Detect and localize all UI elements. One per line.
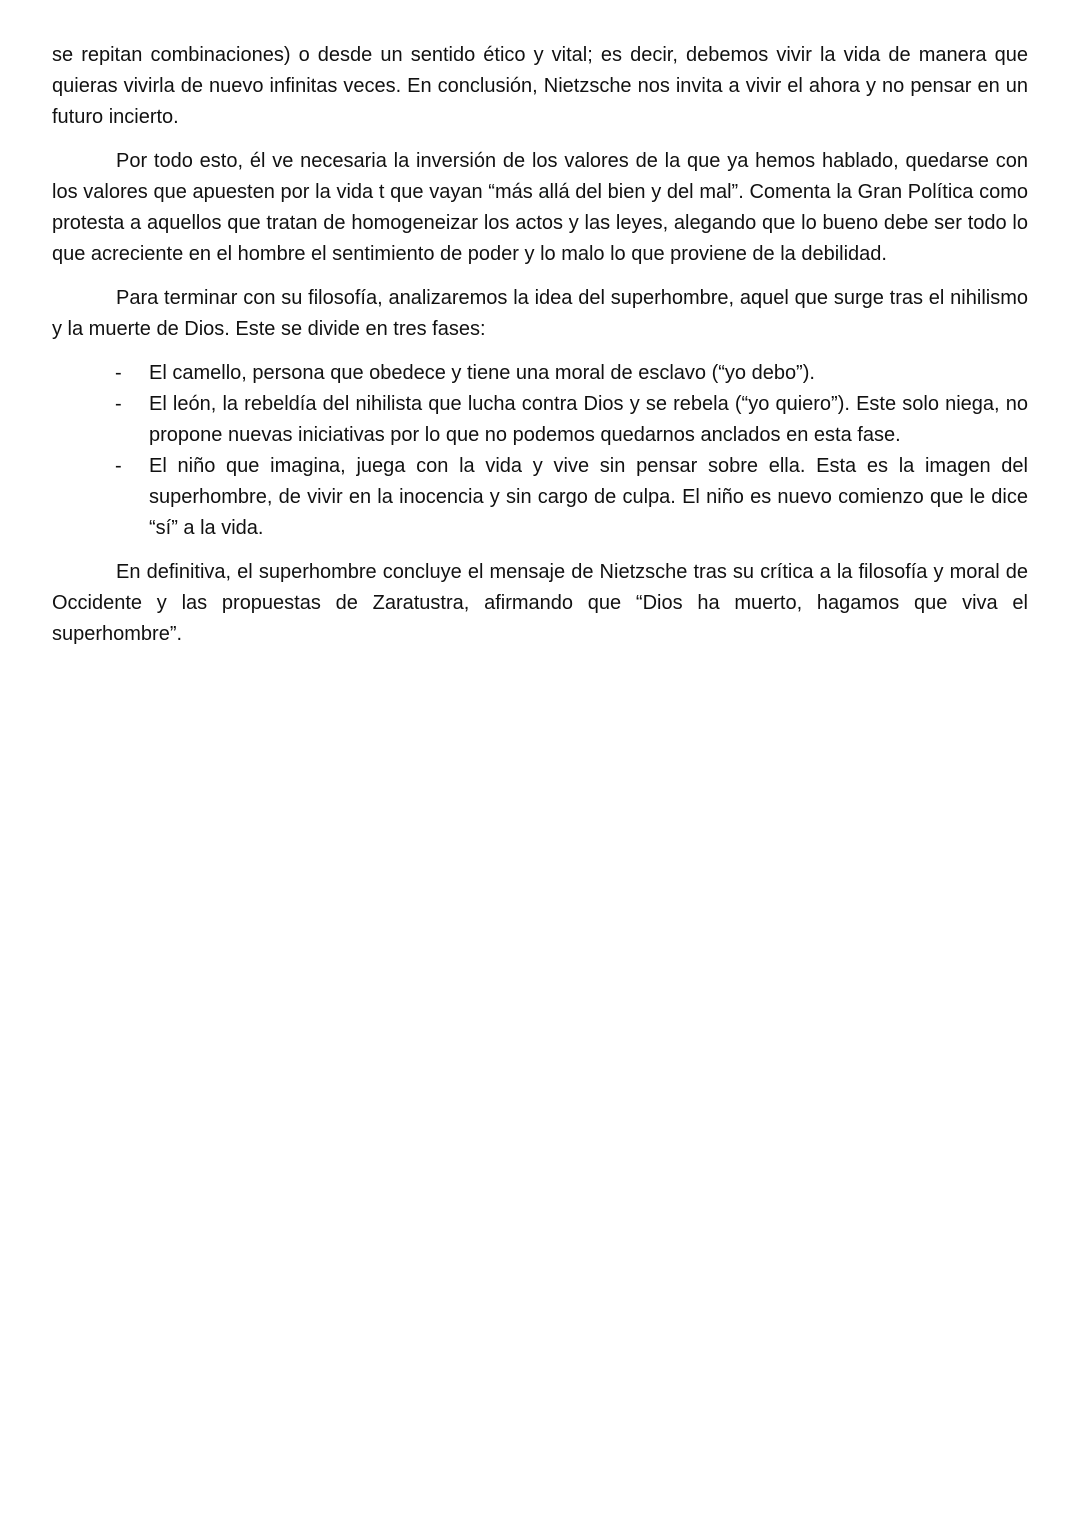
list-item-camello [52,358,1028,389]
paragraph-continuation: se repitan combinaciones) o desde un sentido ético y vital; es decir, debemos vivir la vida de manera que quieras vivirla de nuevo infinitas veces. En conclusión, Nietzsche nos invita a vivir el ahora y no pensar en un futuro incierto. [52,44,1028,128]
paragraph-superhombre-intro: Para terminar con su filosofía, analizaremos la idea del superhombre, aquel que surge tras el nihilismo y la muerte de Dios. Este se divide en tres fases: [52,287,1028,340]
list-item-text: El león, la rebeldía del nihilista que lucha contra Dios y se rebela (“yo quiero”). Este solo niega, no propone nuevas iniciativas por lo que no podemos quedarnos anclados en esta fase. [149,393,1028,446]
bullet-dash: - [115,455,122,477]
list-item-text: El niño que imagina, juega con la vida y vive sin pensar sobre ella. Esta es la imagen del superhombre, de vivir en la inocencia y sin cargo de culpa. El niño es nuevo comienzo que le dice “sí” a la vida. [149,455,1028,539]
list-item-nino [52,451,1028,544]
list-item-text: El camello, persona que obedece y tiene una moral de esclavo (“yo debo”). [149,362,815,384]
bullet-dash: - [115,362,122,384]
phases-list [52,358,1028,544]
list-item-leon [52,389,1028,451]
bullet-dash: - [115,393,122,415]
paragraph-conclusion: En definitiva, el superhombre concluye el mensaje de Nietzsche tras su crítica a la filosofía y moral de Occidente y las propuestas de Zaratustra, afirmando que “Dios ha muerto, hagamos que viva el superhombre”. [52,561,1028,645]
document-page [52,40,1028,663]
paragraph-values-inversion: Por todo esto, él ve necesaria la inversión de los valores de la que ya hemos hablado, quedarse con los valores que apuesten por la vida t que vayan “más allá del bien y del mal”. Comenta la Gran Política como protesta a aquellos que tratan de homogeneizar los actos y las leyes, alegando que lo bueno debe ser todo lo que acreciente en el hombre el sentimiento de poder y lo malo lo que proviene de la debilidad. [52,150,1028,265]
